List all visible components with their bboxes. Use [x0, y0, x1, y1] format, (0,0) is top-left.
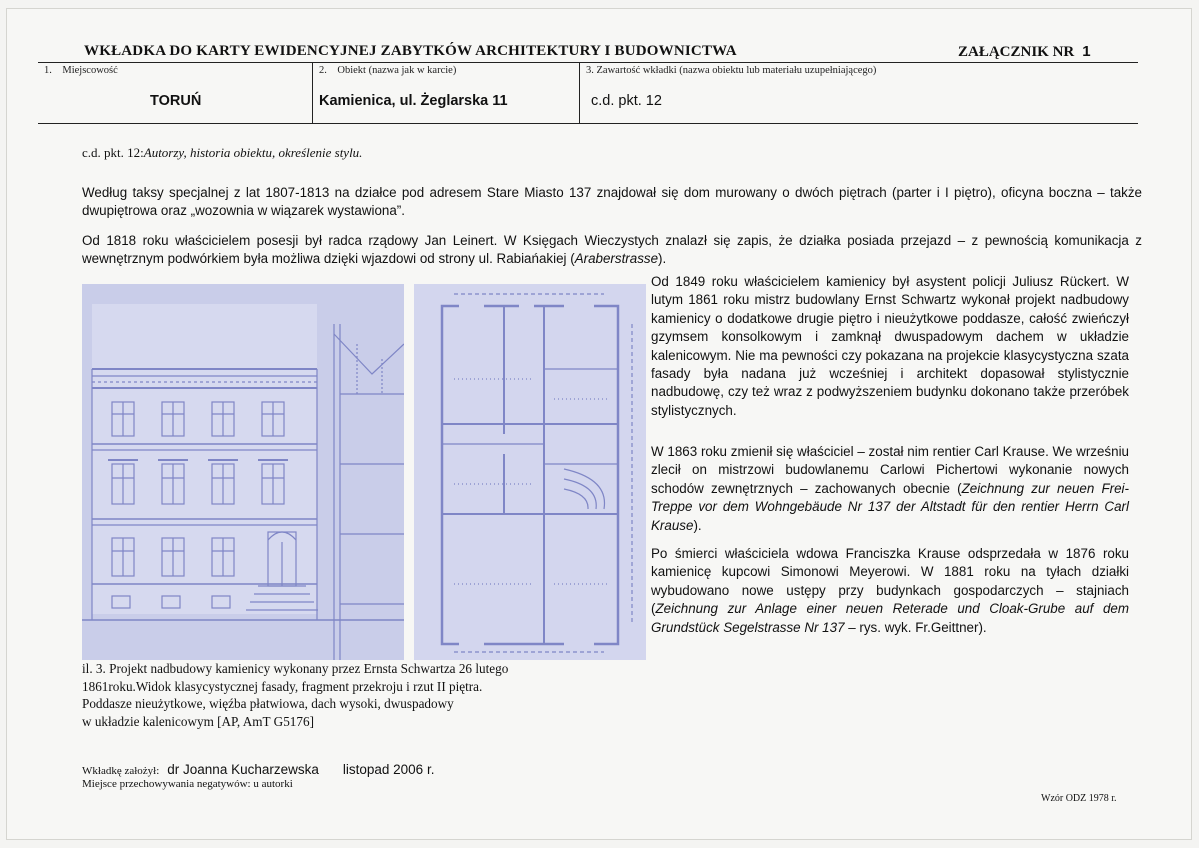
negatives-storage: Miejsce przechowywania negatywów: u autorki	[82, 778, 293, 790]
paragraph-4-end: ).	[693, 517, 702, 533]
form-model: Wzór ODZ 1978 r.	[1041, 793, 1117, 804]
section-heading	[82, 145, 362, 161]
content-label: 3. Zawartość wkładki (nazwa obiektu lub materiału uzupełniającego)	[586, 65, 877, 76]
content-value: c.d. pkt. 12	[591, 93, 662, 109]
author-label: Wkładkę założył:	[82, 765, 160, 777]
paragraph-5-main: Po śmierci właściciela wdowa Franciszka Krause odsprzedała w 1876 roku kamienicę kupcowi Simonowi Meyerowi. W 1881 roku na tyłach działki wybudowano nowe ustępy przy budynkach gospodarczych – stajniach (	[651, 546, 1129, 617]
annex-label-text: ZAŁĄCZNIK NR	[958, 44, 1075, 60]
card-title: WKŁADKA DO KARTY EWIDENCYJNEJ ZABYTKÓW ARCHITEKTURY I BUDOWNICTWA	[84, 43, 737, 59]
locality-cell	[38, 63, 312, 123]
caption-line: w układzie kalenicowym [AP, AmT G5176]	[82, 713, 314, 729]
section-heading-text: Autorzy, historia obiektu, określenie stylu.	[143, 145, 363, 160]
paragraph-5	[651, 545, 1129, 637]
object-cell	[312, 63, 579, 123]
figure-caption	[82, 660, 652, 730]
form-header-table	[38, 62, 1138, 124]
floor-plan-svg	[414, 284, 646, 660]
paragraph-2-italic: Araberstrasse	[574, 251, 659, 267]
content-cell	[579, 63, 1138, 123]
footer-author-line	[82, 762, 434, 777]
section-heading-prefix: c.d. pkt. 12:	[82, 145, 144, 160]
annex-label	[958, 43, 1091, 61]
illustration-figure	[82, 284, 646, 660]
locality-label: 1. Miejscowość	[44, 65, 118, 76]
facade-elevation-svg	[82, 284, 404, 660]
locality-value: TORUŃ	[150, 93, 202, 109]
caption-line: 1861roku.Widok klasycystycznej fasady, fragment przekroju i rzut II piętra.	[82, 678, 483, 694]
facade-elevation-drawing	[82, 284, 404, 660]
insert-date: listopad 2006 r.	[342, 762, 435, 777]
floor-plan-drawing	[414, 284, 646, 660]
object-label: 2. Obiekt (nazwa jak w karcie)	[319, 65, 457, 76]
paragraph-3: Od 1849 roku właścicielem kamienicy był asystent policji Juliusz Rückert. W lutym 1861 roku mistrz budowlany Ernst Schwartz wykonał projekt nadbudowy kamienicy o dodatkowe drugie piętro i nieużytkowe poddasze, całość zwieńczył gzymsem konsolkowym i zamknął dwuspadowym dachem w układzie kalenicowym. Nie ma pewności czy pokazana na projekcie klasycystyczna szata fasady była nadana już wcześniej i architekt dopasował stylistycznie nadbudowę, czy też wraz z podwyższeniem budynku dokonano także przeróbek stylistycznych.	[651, 274, 1129, 418]
paragraph-2-main: Od 1818 roku właścicielem posesji był radca rządowy Jan Leinert. W Księgach Wieczystych znalazł się zapis, że działka posiada przejazd – z pewnością komunikacja z wewnętrznym podwórkiem była możliwa dzięki wjazdowi od strony ul. Rabiańakiej (	[82, 233, 1142, 267]
caption-line: Poddasze nieużytkowe, więźba płatwiowa, dach wysoki, dwuspadowy	[82, 696, 454, 712]
caption-line: il. 3. Projekt nadbudowy kamienicy wykonany przez Ernsta Schwartza 26 lutego	[82, 661, 509, 676]
paragraph-5-italic: Zeichnung zur Anlage einer neuen Reterade und Cloak-Grube auf dem Grundstück Segelstrasse Nr 137	[651, 601, 1129, 635]
paragraph-4-main: W 1863 roku zmienił się właściciel – został nim rentier Carl Krause. We wrześniu zlecił on mistrzowi budowlanemu Carlowi Pichertowi wykonanie nowych schodów zewnętrznych – zachowanych obecnie (	[651, 444, 1129, 496]
paragraph-4	[651, 443, 1129, 535]
paragraph-4-italic: Zeichnung zur neuen Frei-Treppe vor dem Wohngebäude Nr 137 der Altstadt für den rentier Herrn Carl Krause	[651, 480, 1129, 533]
annex-number: 1	[1082, 43, 1091, 60]
paragraph-1: Według taksy specjalnej z lat 1807-1813 na działce pod adresem Stare Miasto 137 znajdował się dom murowany o dwóch piętrach (parter i I piętro), oficyna boczna – także dwupiętrowa oraz „wozownia w wiązarek wystawiona”.	[82, 185, 1142, 219]
paragraph-2	[82, 232, 1142, 269]
author-name: dr Joanna Kucharzewska	[167, 762, 319, 777]
paragraph-5-end: – rys. wyk. Fr.Geittner).	[844, 619, 987, 635]
paragraph-2-end: ).	[658, 251, 667, 267]
object-value: Kamienica, ul. Żeglarska 11	[319, 93, 508, 109]
